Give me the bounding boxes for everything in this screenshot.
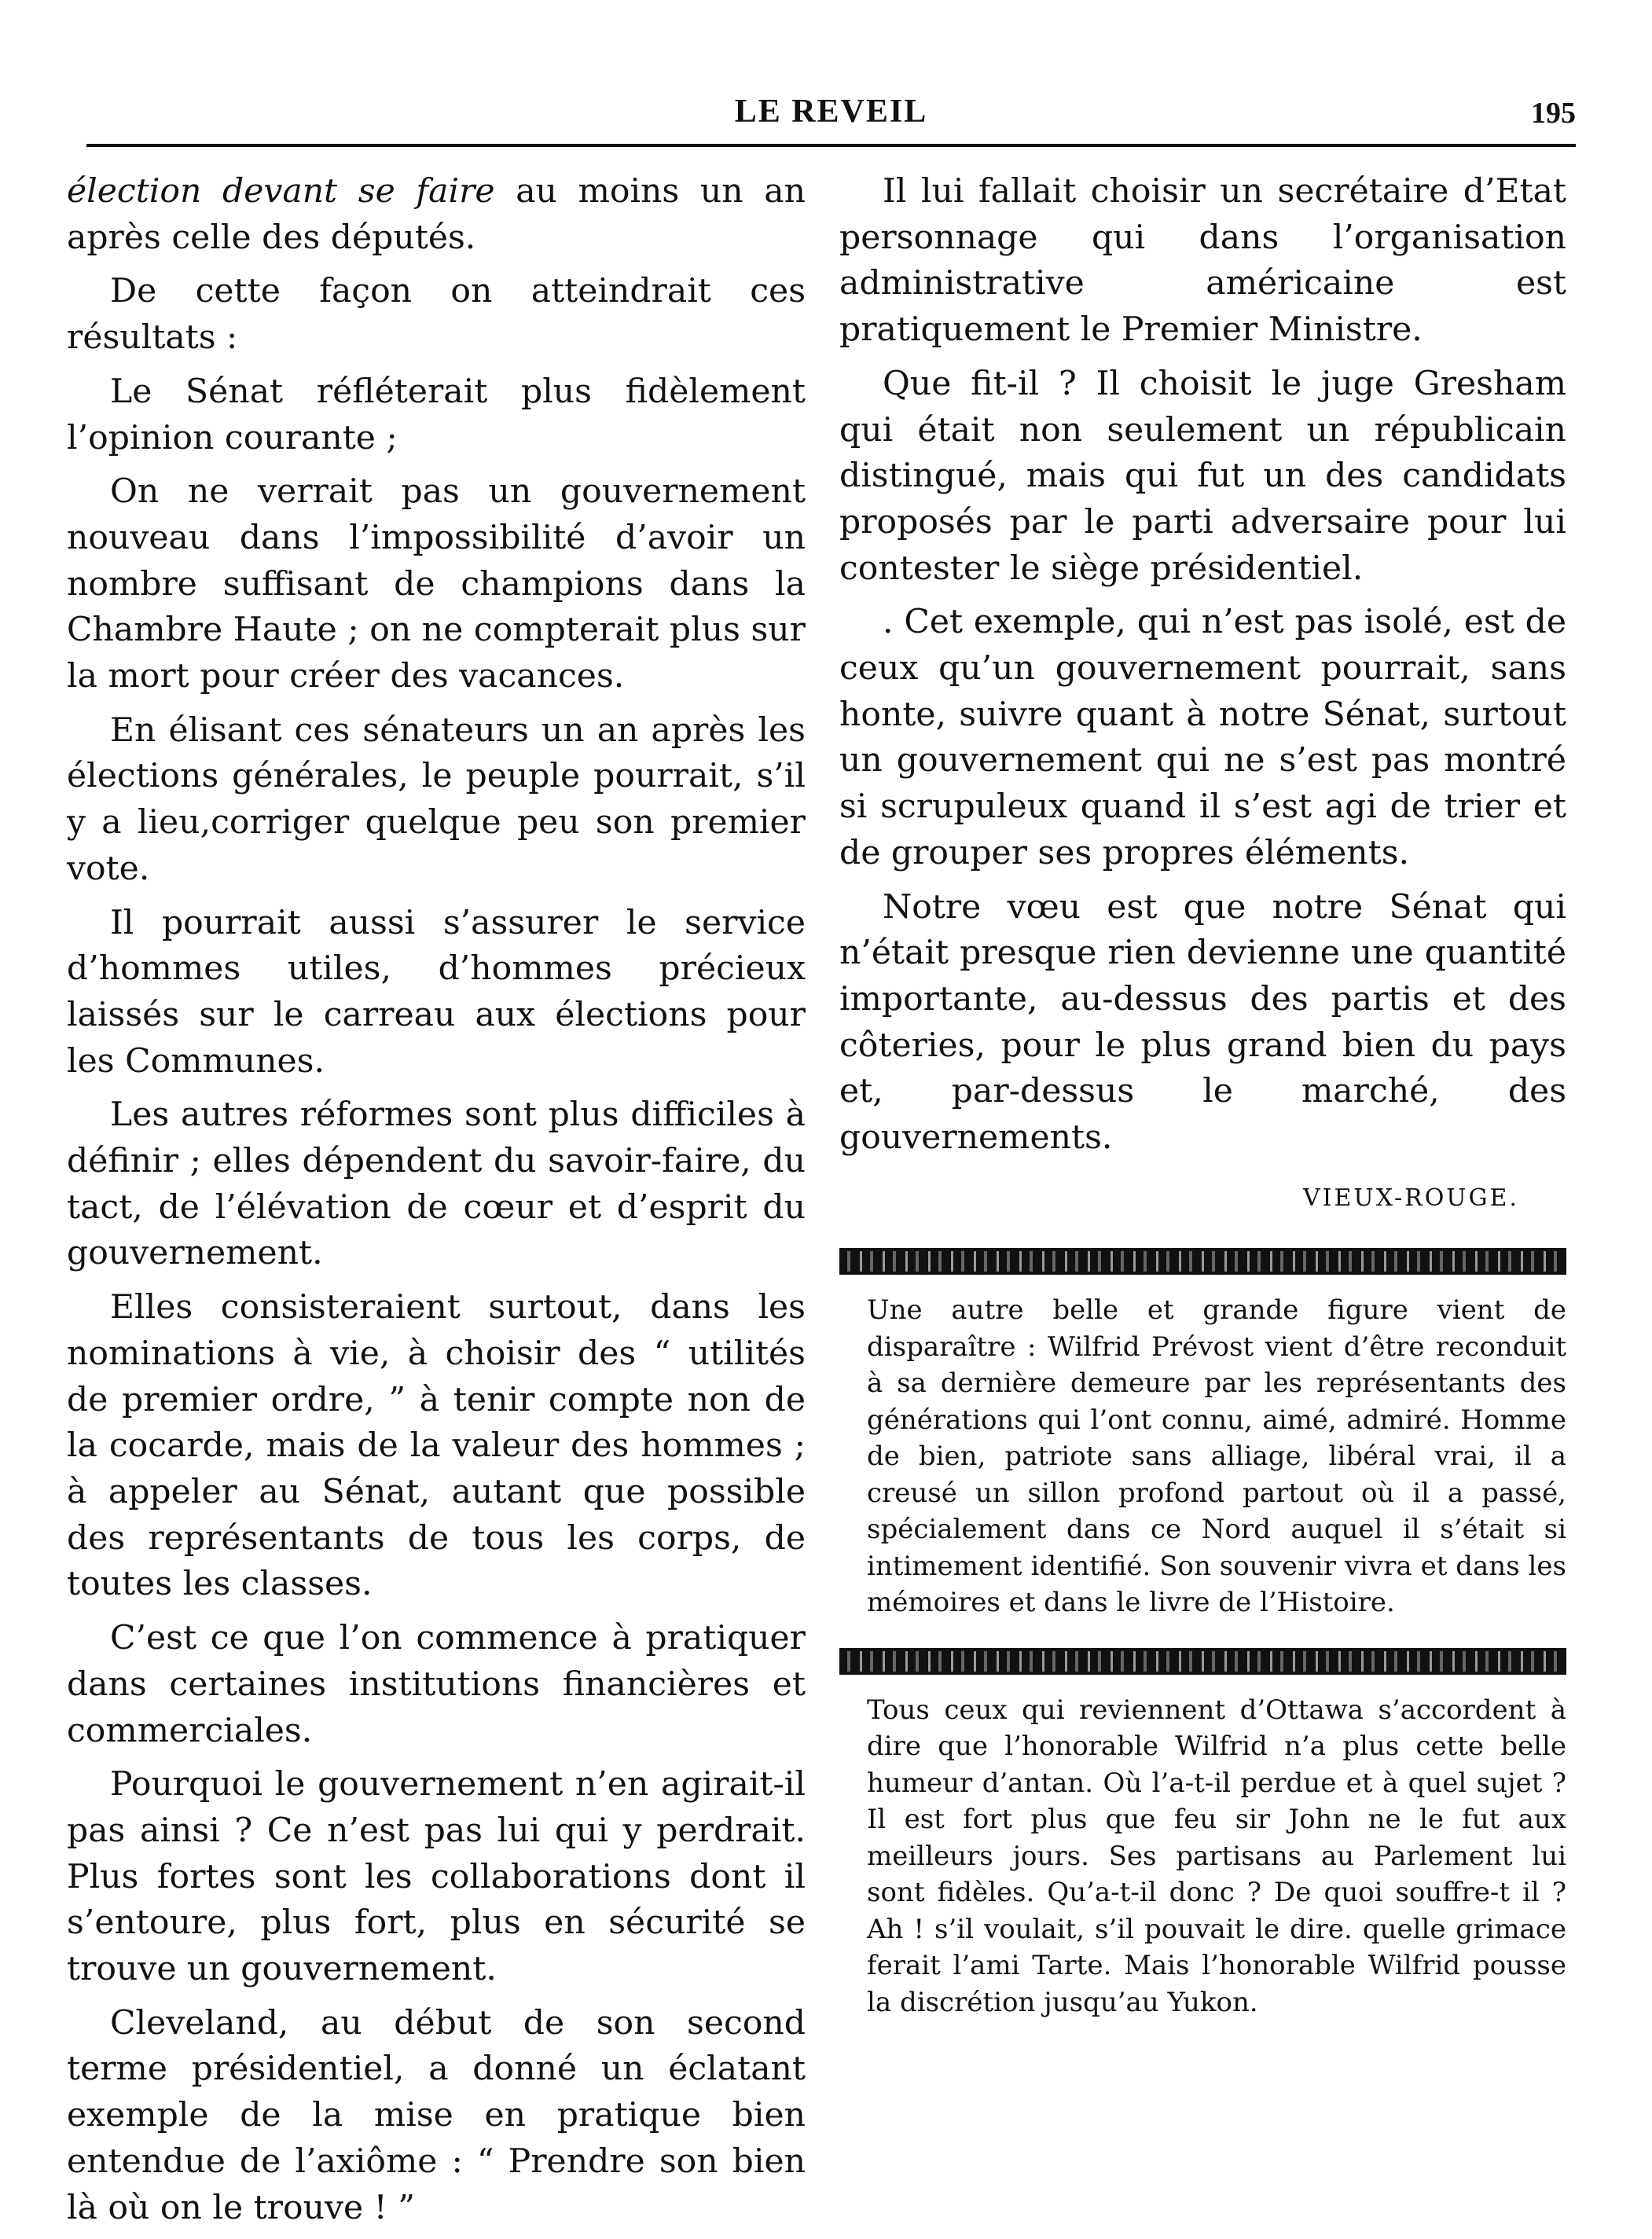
ornamental-rule [839,1248,1566,1275]
notice-paragraph: Tous ceux qui reviennent d’Ottawa s’accordent à dire que l’honorable Wilfrid n’a plus cette belle humeur d’antan. Où l’a-t-il perdue et à quel sujet ? Il est fort plus que feu sir John ne le fut aux meilleurs jours. Ses partisans au Parlement lui sont fidèles. Qu’a-t-il donc ? De quoi souffre-t il ? Ah ! s’il voulait, s’il pouvait le dire. quelle grimace ferait l’ami Tarte. Mais l’honorable Wilfrid pousse la discrétion jusqu’au Yukon. [867,1694,1566,2018]
notice-paragraph: Une autre belle et grande figure vient de disparaître : Wilfrid Prévost vient d’être reconduit à sa dernière demeure par les représentants des générations qui l’ont connu, aimé, admiré. Homme de bien, patriote sans alliage, libéral vrai, il a creusé un sillon profond partout où il a passé, spécialement dans ce Nord auquel il s’était si intimement identifié. Son souvenir vivra et dans les mémoires et dans le livre de l’Histoire. [867,1294,1566,1619]
paragraph: C’est ce que l’on commence à pratiquer dans certaines institutions financières et commerciales. [67,1619,806,1750]
header-rule [86,144,1576,147]
paragraph: Cleveland, au début de son second terme présidentiel, a donné un éclatant exemple de la mise en pratique bien entendue de l’axiôme : “ Prendre son bien là où on le trouve ! ” [67,2003,806,2227]
paragraph: Les autres réformes sont plus difficiles à définir ; elles dépendent du savoir-faire, du tact, de l’élévation de cœur et d’esprit du gouvernement. [67,1096,806,1273]
page-header [86,93,1576,140]
paragraph: Notre vœu est que notre Sénat qui n’était presque rien devienne une quantité importante, au-dessus des partis et des côteries, pour le plus grand bien du pays et, par-dessus le marché, des gouvernements. [839,887,1566,1158]
paragraph [67,169,806,261]
paragraph: Pourquoi le gouvernement n’en agirait-il pas ainsi ? Ce n’est pas lui qui y perdrait. Plus fortes sont les collaborations dont il s’entoure, plus fort, plus en sécurité se trouve un gouvernement. [67,1765,806,1989]
left-column [67,169,806,2239]
italic-lead: élection devant se faire [67,172,495,211]
running-title: LE REVEIL [734,94,928,130]
ornamental-rule [839,1648,1566,1675]
paragraph: On ne verrait pas un gouvernement nouveau dans l’impossibilité d’avoir un nombre suffisant de champions dans la Chambre Haute ; on ne compterait plus sur la mort pour créer des vacances. [67,472,806,696]
paragraph: . Cet exemple, qui n’est pas isolé, est de ceux qu’un gouvernement pourrait, sans honte, suivre quant à notre Sénat, surtout un gouvernement qui ne s’est pas montré si scrupuleux quand il s’est agi de trier et de grouper ses propres éléments. [839,603,1566,872]
paragraph: Le Sénat réfléterait plus fidèlement l’opinion courante ; [67,372,806,457]
paragraph: De cette façon on atteindrait ces résultats : [67,272,806,358]
page-number: 195 [1531,97,1576,130]
paragraph: En élisant ces sénateurs un an après les élections générales, le peuple pourrait, s’il y a lieu,corriger quelque peu son premier vote. [67,710,806,888]
paragraph-text: au moins un an après celle des députés. [67,172,806,257]
paragraph: Elles consisteraient surtout, dans les nominations à vie, à choisir des “ utilités de premier ordre, ” à tenir compte non de la cocarde, mais de la valeur des hommes ; à appeler au Sénat, autant que possible des représentants de tous les corps, de toutes les classes. [67,1288,806,1604]
signature: VIEUX-ROUGE. [1303,1184,1519,1212]
paragraph: Que fit-il ? Il choisit le juge Gresham qui était non seulement un républicain distingué, mais qui fut un des candidats proposés par le parti adversaire pour lui contester le siège présidentiel. [839,364,1566,588]
paragraph: Il pourrait aussi s’assurer le service d’hommes utiles, d’hommes précieux laissés sur le carreau aux élections pour les Communes. [67,903,806,1081]
right-column [839,169,1566,2028]
paragraph: Il lui fallait choisir un secrétaire d’Etat personnage qui dans l’organisation administrative américaine est pratiquement le Premier Ministre. [839,172,1566,350]
